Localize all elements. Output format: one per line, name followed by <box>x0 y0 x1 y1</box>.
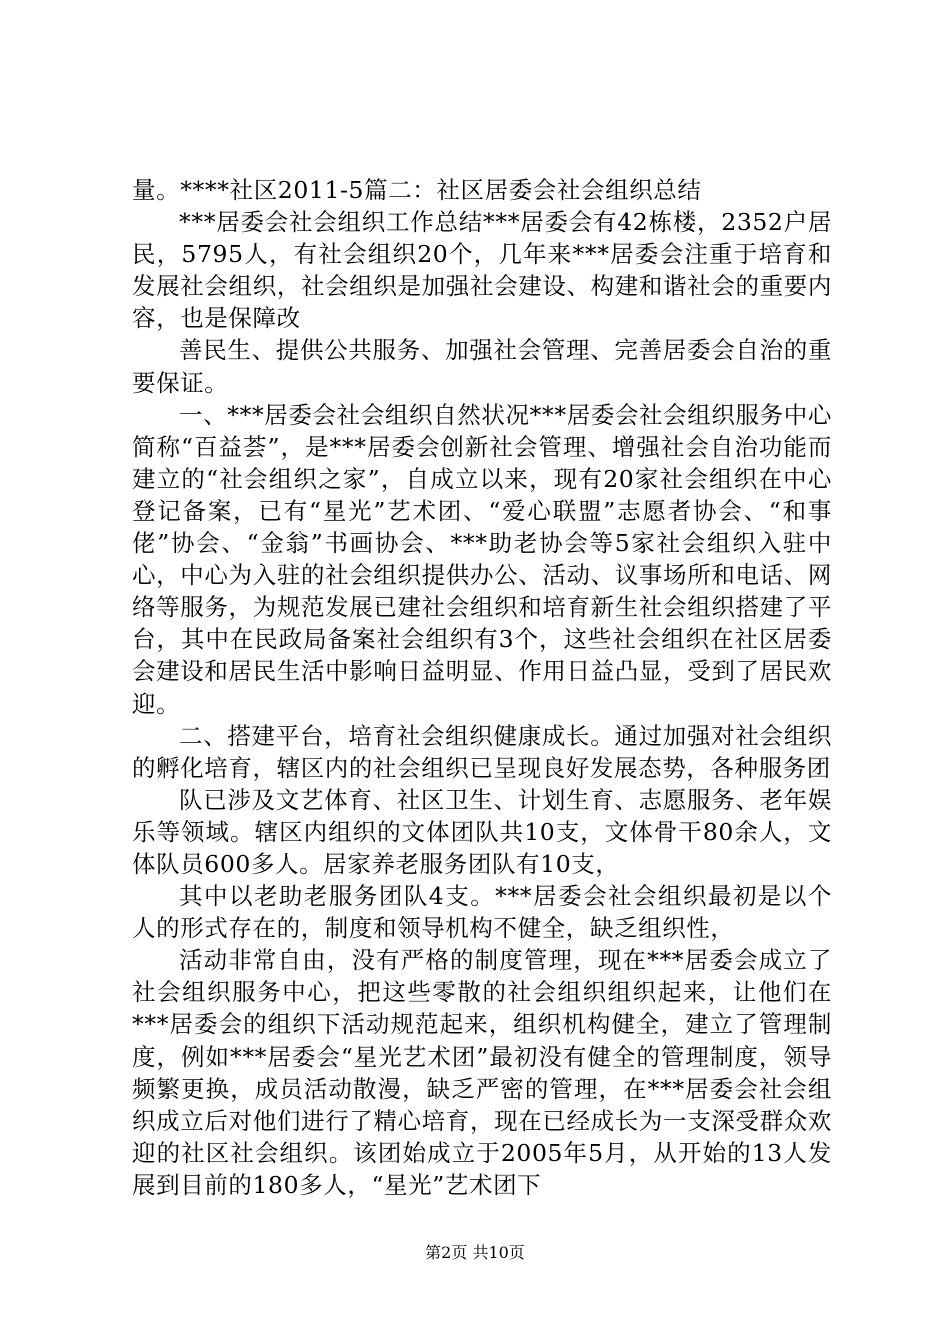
paragraph-8: 活动非常自由，没有严格的制度管理，现在***居委会成立了社会组织服务中心，把这些零散的社会组织组织起来，让他们在***居委会的组织下活动规范起来，组织机构健全，建立了管理制度，例如***居委会“星光艺术团”最初没有健全的管理制度，领导频繁更换，成员活动散漫，缺乏严密的管理，在***居委会社会组织成立后对他们进行了精心培育，现在已经成长为一支深受群众欢迎的社区社会组织。该团始成立于2005年5月，从开始的13人发展到目前的180多人，“星光”艺术团下 <box>132 946 832 1199</box>
paragraph-3: 善民生、提供公共服务、加强社会管理、完善居委会自治的重要保证。 <box>132 336 832 397</box>
paragraph-1: 量。****社区2011-5篇二：社区居委会社会组织总结 <box>132 176 702 204</box>
paragraph-6: 队已涉及文艺体育、社区卫生、计划生育、志愿服务、老年娱乐等领域。辖区内组织的文体团队共10支，文体骨干80余人，文体队员600多人。居家养老服务团队有10支， <box>132 785 832 878</box>
paragraph-4: 一、***居委会社会组织自然状况***居委会社会组织服务中心简称“百益荟”，是***居委会创新社会管理、增强社会自治功能而建立的“社会组织之家”，自成立以来，现有20家社会组织在中心登记备案，已有“星光”艺术团、“爱心联盟”志愿者协会、“和事佬”协会、“金翁”书画协会、***助老协会等5家社会组织入驻中心，中心为入驻的社会组织提供办公、活动、议事场所和电话、网络等服务，为规范发展已建社会组织和培育新生社会组织搭建了平台，其中在民政局备案社会组织有3个，这些社会组织在社区居委会建设和居民生活中影响日益明显、作用日益凸显，受到了居民欢迎。 <box>132 400 832 718</box>
paragraph-2: ***居委会社会组织工作总结***居委会有42栋楼，2352户居民，5795人，有社会组织20个，几年来***居委会注重于培育和发展社会组织，社会组织是加强社会建设、构建和谐社会的重要内容，也是保障改 <box>132 208 832 333</box>
page-number-label: 第2页 共10页 <box>425 1243 525 1262</box>
page-footer <box>0 1243 950 1263</box>
paragraph-7: 其中以老助老服务团队4支。***居委会社会组织最初是以个人的形式存在的，制度和领导机构不健全，缺乏组织性， <box>132 882 832 943</box>
paragraph-5: 二、搭建平台，培育社会组织健康成长。通过加强对社会组织的孵化培育，辖区内的社会组织已呈现良好发展态势，各种服务团 <box>132 721 832 782</box>
document-body <box>132 174 832 1201</box>
